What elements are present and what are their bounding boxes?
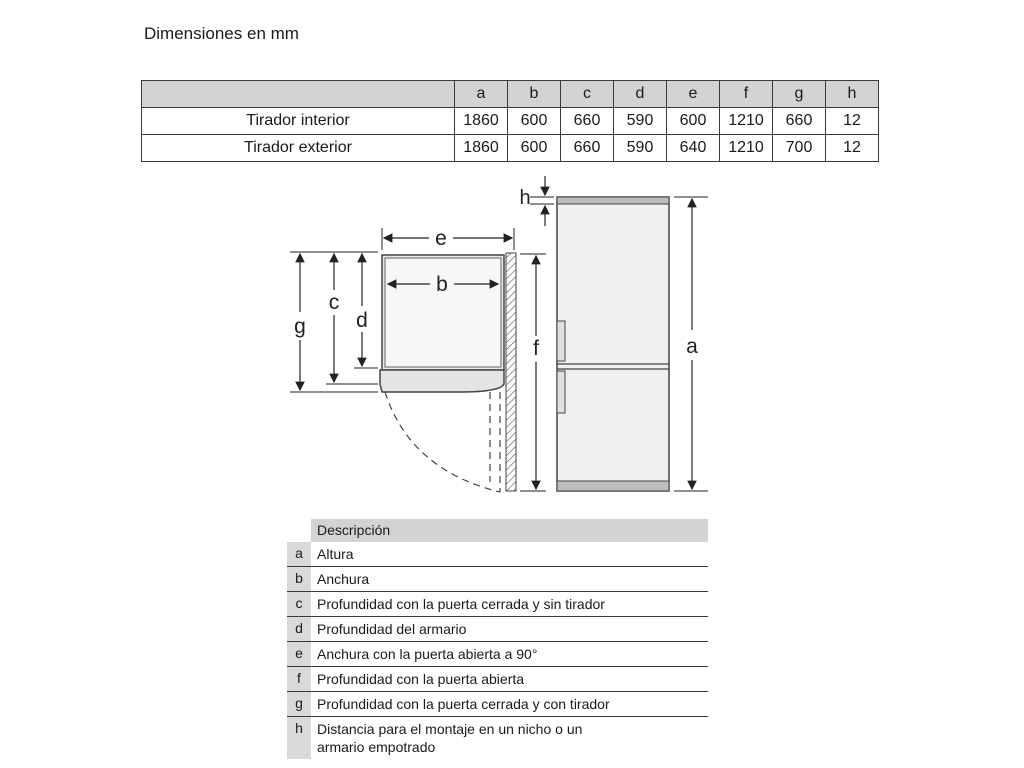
legend-key: d [287,617,311,641]
legend-row [287,692,708,717]
door-closed [380,370,504,392]
dimension-d [354,254,378,368]
label-a: a [686,335,698,358]
label-c: c [328,291,340,314]
legend-text: Profundidad con la puerta abierta [317,671,525,687]
column-header: f [720,81,773,108]
legend-header-key [287,519,311,542]
legend-row [287,617,708,642]
row-label: Tirador interior [142,108,455,135]
fridge-base [557,481,669,491]
table-cell: 1210 [720,108,773,135]
legend-header-row [287,519,708,542]
legend-text: Profundidad con la puerta cerrada y sin tirador [317,596,605,612]
table-cell: 590 [614,135,667,162]
label-f: f [533,337,539,360]
page-title: Dimensiones en mm [144,24,299,43]
legend-text: Anchura [317,571,370,587]
door-swing-arc [385,392,500,492]
table-cell: 640 [667,135,720,162]
label-b: b [436,273,448,296]
table-cell: 600 [508,108,561,135]
table-cell: 1860 [455,135,508,162]
legend-key: h [287,717,311,759]
table-cell: 12 [826,135,879,162]
wall-hatch [506,253,516,491]
legend-key: f [287,667,311,691]
top-view [380,253,516,492]
legend-key: a [287,542,311,566]
legend-text: Anchura con la puerta abierta a 90° [317,646,538,662]
upper-handle [557,321,565,361]
fridge-top-strip [557,197,669,204]
column-header: c [561,81,614,108]
table-cell: 660 [561,135,614,162]
table-cell: 1860 [455,108,508,135]
legend-row [287,567,708,592]
label-e: e [435,227,447,250]
legend-text: Distancia para el montaje en un nicho o un armario empotrado [317,721,583,755]
table-cell: 590 [614,108,667,135]
column-header: b [508,81,561,108]
legend-text: Profundidad del armario [317,621,467,637]
dimension-a [674,197,708,491]
table-cell: 600 [508,135,561,162]
dimension-e [382,227,514,250]
legend-row [287,642,708,667]
legend-key: g [287,692,311,716]
table-cell: 660 [773,108,826,135]
legend-row [287,717,708,759]
label-d: d [356,309,368,332]
front-view [557,197,669,491]
table-cell: 600 [667,108,720,135]
dimension-c [326,254,378,384]
label-g: g [294,315,306,338]
table-cell: 1210 [720,135,773,162]
column-header: g [773,81,826,108]
dimension-f [520,254,546,491]
column-header: a [455,81,508,108]
table-cell: 660 [561,108,614,135]
legend-key: b [287,567,311,591]
column-header: d [614,81,667,108]
column-header: h [826,81,879,108]
legend-text: Profundidad con la puerta cerrada y con tirador [317,696,610,712]
column-header: e [667,81,720,108]
table-cell: 12 [826,108,879,135]
table-cell: 700 [773,135,826,162]
fridge-front [557,197,669,491]
legend-header: Descripción [311,519,708,542]
legend-row [287,667,708,692]
dimension-h [519,176,554,226]
label-h: h [519,187,531,209]
legend-table [287,519,708,759]
row-label: Tirador exterior [142,135,455,162]
legend-row [287,542,708,567]
legend-key: c [287,592,311,616]
lower-handle [557,371,565,413]
legend-text: Altura [317,546,354,562]
legend-key: e [287,642,311,666]
legend-row [287,592,708,617]
